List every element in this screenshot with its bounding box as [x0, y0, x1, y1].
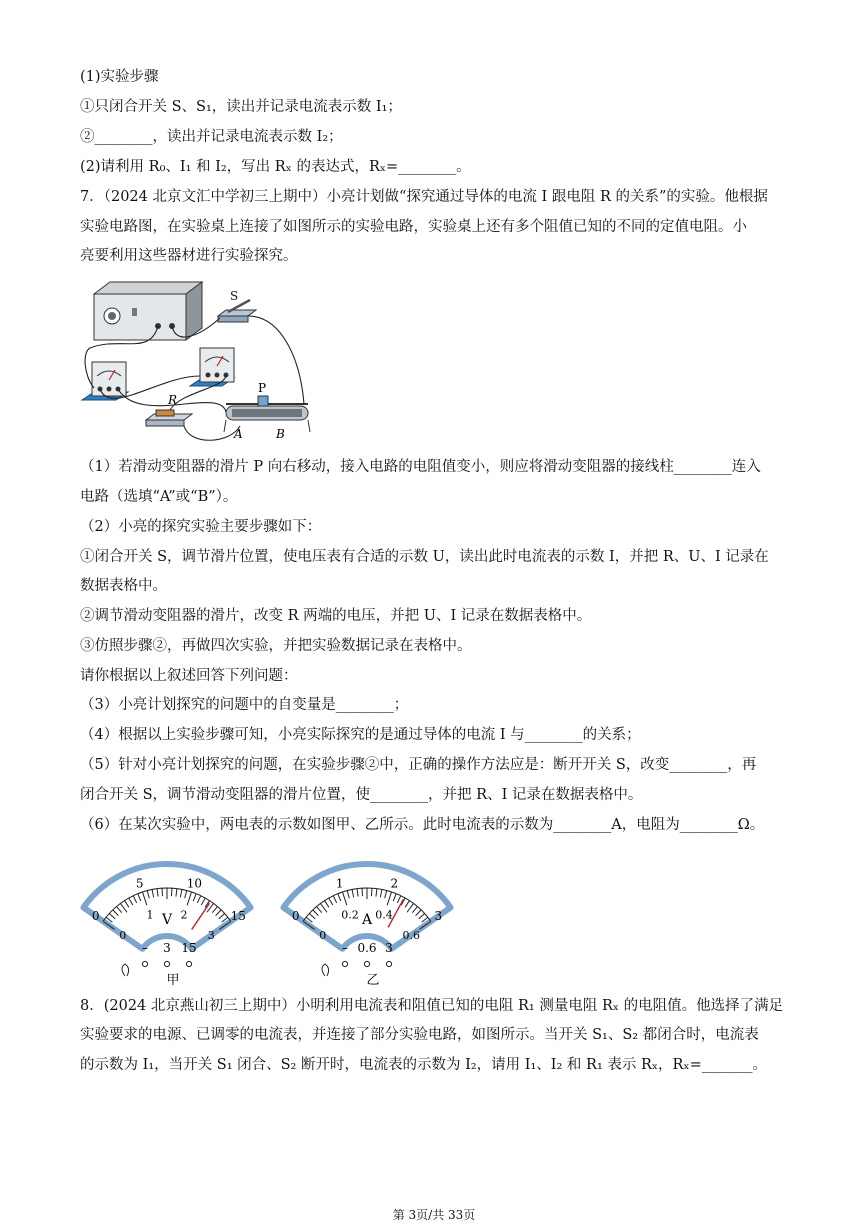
- upper-tick-label: 10: [186, 876, 203, 891]
- terminal-label: 0.6: [357, 941, 377, 955]
- upper-tick-label: 3: [434, 909, 443, 924]
- upper-tick-label: 15: [230, 909, 246, 924]
- text-line: （3）小亮计划探究的问题中的自变量是________；: [80, 697, 409, 713]
- wire-curl: [122, 964, 129, 976]
- text-line: ②调节滑动变阻器的滑片，改变 R 两端的电压，并把 U、I 记录在数据表格中。: [80, 608, 592, 624]
- upper-tick-label: 0: [291, 909, 300, 924]
- terminal-post: [186, 961, 191, 966]
- text-line: 闭合开关 S，调节滑动变阻器的滑片位置，使________，并把 R、I 记录在数据表格中。: [80, 787, 643, 803]
- switch-label: S: [230, 289, 239, 303]
- upper-tick-label: 0: [91, 909, 100, 924]
- dial-caption: 乙: [366, 973, 380, 988]
- question-7-stem: 7．（2024 北京文汇中学初三上期中）小亮计划做“探究通过导体的电流 I 跟电阻 R 的关系”的实验。他根据: [80, 189, 768, 205]
- terminal-post: [164, 961, 169, 966]
- lower-tick-label: 0: [319, 929, 327, 943]
- text-line: （1）若滑动变阻器的滑片 P 向右移动，接入电路的电阻值变小，则应将滑动变阻器的接线柱________连入: [80, 459, 761, 475]
- terminal-post: [342, 961, 347, 966]
- text-line: 电路（选填“A”或“B”）。: [80, 489, 238, 505]
- lower-tick-label: 2: [180, 908, 188, 922]
- unit-label: A: [361, 912, 373, 928]
- text-line: 亮要利用这些器材进行实验探究。: [80, 248, 298, 264]
- text-line: ①闭合开关 S，调节滑片位置，使电压表有合适的示数 U，读出此时电流表的示数 I，并把 R、U、I 记录在: [80, 549, 769, 565]
- dial-caption: 甲: [166, 973, 180, 988]
- text-line: 的示数为 I₁，当开关 S₁ 闭合、S₂ 断开时，电流表的示数为 I₂，请用 I₁、I₂ 和 R₁ 表示 Rₓ，Rₓ=_______。: [80, 1057, 767, 1073]
- terminal-label: –: [342, 941, 348, 955]
- text-line: 请你根据以上叙述回答下列问题：: [80, 668, 298, 684]
- scale-tick: [371, 888, 372, 896]
- text-line: （6）在某次实验中，两电表的示数如图甲、乙所示。此时电流表的示数为________A，电阻为________Ω。: [80, 817, 765, 833]
- ammeter-dial: [283, 864, 450, 988]
- terminal-post: [364, 961, 369, 966]
- dial-frame: [283, 864, 450, 949]
- ammeter-device: [190, 348, 234, 386]
- text-line: （5）针对小亮计划探究的问题，在实验步骤②中，正确的操作方法应是：断开开关 S，改变________，再: [80, 757, 757, 773]
- scale-tick: [162, 888, 163, 896]
- text-line: (2)请利用 R₀、I₁ 和 I₂，写出 Rₓ 的表达式，Rₓ=________。: [80, 159, 471, 175]
- text-line: 实验电路图，在实验桌上连接了如图所示的实验电路，实验桌上还有多个阻值已知的不同的定值电阻。小: [80, 219, 747, 235]
- terminal-label: 15: [181, 941, 197, 955]
- rheostat: [224, 381, 310, 441]
- slider-label: P: [258, 381, 267, 395]
- text-line: （4）根据以上实验步骤可知，小亮实际探究的是通过导体的电流 I 与________的关系；: [80, 727, 641, 743]
- wire-curl: [322, 964, 329, 976]
- meter-dials-figure: [80, 848, 470, 988]
- text-line: (1)实验步骤: [80, 69, 159, 85]
- terminal-label: 3: [385, 941, 393, 955]
- dial-frame: [83, 864, 250, 949]
- text-line: 实验要求的电源、已调零的电流表，并连接了部分实验电路，如图所示。当开关 S₁、S₂ 都闭合时，电流表: [80, 1027, 759, 1043]
- scale-tick: [362, 888, 363, 896]
- switch: [218, 289, 256, 322]
- voltmeter-dial: [83, 864, 250, 988]
- upper-tick-label: 2: [390, 876, 399, 891]
- terminal-post: [142, 961, 147, 966]
- upper-tick-label: 5: [135, 876, 144, 891]
- lower-tick-label: 0.4: [375, 908, 393, 922]
- page-footer: 第 3页/共 33页: [392, 1208, 476, 1222]
- question-8-stem: 8．(2024 北京燕山初三上期中）小明利用电流表和阻值已知的电阻 R₁ 测量电阻 Rₓ 的电阻值。他选择了满足: [80, 998, 784, 1014]
- lower-tick-label: 3: [207, 929, 215, 943]
- power-supply: [94, 282, 202, 340]
- scale-tick: [171, 888, 172, 896]
- text-line: ②________，读出并记录电流表示数 I₂；: [80, 129, 343, 145]
- lower-tick-label: 0: [119, 929, 127, 943]
- terminal-label: –: [142, 941, 148, 955]
- upper-tick-label: 1: [335, 876, 344, 891]
- resistor-label: R: [168, 393, 178, 407]
- text-line: ①只闭合开关 S、S₁，读出并记录电流表示数 I₁；: [80, 99, 402, 115]
- lower-tick-label: 0.2: [341, 908, 359, 922]
- unit-label: V: [161, 912, 173, 928]
- text-line: ③仿照步骤②，再做四次实验，并把实验数据记录在表格中。: [80, 638, 472, 654]
- terminal-label: 3: [163, 941, 171, 955]
- text-line: 数据表格中。: [80, 578, 167, 594]
- lower-tick-label: 0.6: [402, 929, 420, 943]
- text-line: （2）小亮的探究实验主要步骤如下：: [80, 519, 322, 535]
- terminal-b-label: B: [276, 427, 285, 441]
- lower-tick-label: 1: [146, 908, 154, 922]
- terminal-a-label: A: [234, 427, 243, 441]
- circuit-apparatus-figure: [80, 276, 320, 448]
- terminal-post: [386, 961, 391, 966]
